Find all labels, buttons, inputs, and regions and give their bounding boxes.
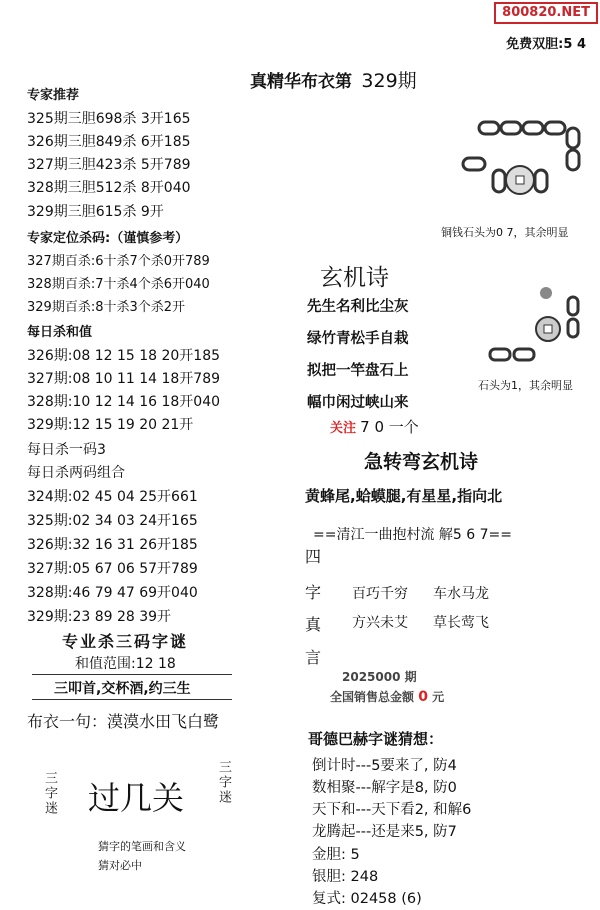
follow-prefix: 关注 xyxy=(330,421,357,436)
coin-chain-image xyxy=(455,108,595,218)
turn-line: 黄蜂尾,蛤蟆腿,有星星,指向北 xyxy=(305,487,503,505)
coin-caption: 铜钱石头为0 7，其余明显 xyxy=(441,226,569,239)
idiom: 草长莺飞 xyxy=(433,615,489,631)
sales-prefix: 全国销售总金额 xyxy=(330,690,415,704)
three-char-label-left: 三字迷 xyxy=(42,771,57,816)
expert-item: 326期三胆849杀 6开185 xyxy=(27,134,191,150)
page-title xyxy=(250,66,417,93)
divider xyxy=(32,699,232,700)
daily-two-heading: 每日杀两码组合 xyxy=(27,465,125,481)
title-issue: 329期 xyxy=(361,70,417,92)
expert-item: 328期三胆512杀 8开040 xyxy=(27,180,191,196)
three-char-label-right: 三字迷 xyxy=(216,760,231,805)
daily-sum-item: 327期:08 10 11 14 18开789 xyxy=(27,371,221,387)
chain-link-icon xyxy=(545,122,565,134)
position-kill-item: 329期百杀:8十杀3个杀2开 xyxy=(27,300,186,315)
site-badge[interactable]: 800820.NET xyxy=(494,2,598,24)
chain-link-icon xyxy=(479,122,499,134)
divider xyxy=(32,674,232,675)
multi-pick: 复式: 02458 (6) xyxy=(312,891,422,907)
daily-two-item: 329期:23 89 28 39开 xyxy=(27,609,172,625)
follow-note xyxy=(330,416,419,437)
chain-link-icon xyxy=(501,122,521,134)
daily-two-item: 324期:02 45 04 25开661 xyxy=(27,489,198,505)
position-kill-heading: 专家定位杀码:（谨慎参考） xyxy=(27,231,189,246)
buyi-sentence: 布衣一句：漠漠水田飞白鹭 xyxy=(27,712,220,731)
daily-two-item: 325期:02 34 03 24开165 xyxy=(27,513,198,529)
goldbach-item: 天下和---天下看2, 和解6 xyxy=(312,802,472,818)
daily-sum-item: 326期:08 12 15 18 20开185 xyxy=(27,348,221,364)
xuanji-heading: 玄机诗 xyxy=(320,265,389,291)
expert-item: 325期三胆698杀 3开165 xyxy=(27,111,191,127)
daily-sum-heading: 每日杀和值 xyxy=(27,325,93,340)
title-text: 真精华布衣第 xyxy=(250,72,352,92)
daily-kill-one: 每日杀一码3 xyxy=(27,442,106,458)
chain-link-icon xyxy=(463,158,485,170)
goldbach-item: 数相聚---解字是8, 防0 xyxy=(312,780,457,796)
four-char-vertical: 言 xyxy=(305,648,322,667)
daily-sum-item: 328期:10 12 14 16 18开040 xyxy=(27,394,221,410)
turn-clue: ==清江一曲抱村流 解5 6 7== xyxy=(313,527,512,543)
sales-total xyxy=(330,688,444,705)
goldbach-heading: 哥德巴赫字谜猜想： xyxy=(308,730,444,748)
daily-two-item: 327期:05 67 06 57开789 xyxy=(27,561,198,577)
idiom: 车水马龙 xyxy=(433,586,489,602)
position-kill-item: 327期百杀:6十杀7个杀0开789 xyxy=(27,254,210,269)
chain-link-icon xyxy=(567,128,579,148)
sales-suffix: 元 xyxy=(432,690,445,704)
stone-icon xyxy=(540,287,552,299)
free-double: 免费双胆:5 4 xyxy=(506,37,586,52)
expert-heading: 专家推荐 xyxy=(27,88,80,103)
turn-heading: 急转弯玄机诗 xyxy=(364,451,479,473)
poem-line: 先生名利比尘灰 xyxy=(307,299,409,315)
daily-two-item: 328期:46 79 47 69开040 xyxy=(27,585,198,601)
four-char-vertical: 真 xyxy=(305,615,322,634)
gold-pick: 金胆: 5 xyxy=(312,847,360,863)
chain-link-icon xyxy=(567,150,579,170)
chain-link-icon xyxy=(523,122,543,134)
daily-sum-item: 329期:12 15 19 20 21开 xyxy=(27,417,194,433)
stone-chain-image xyxy=(480,283,590,371)
follow-suffix: 7 0 一个 xyxy=(360,418,419,436)
pro-riddle-range: 和值范围:12 18 xyxy=(75,656,176,672)
idiom: 方兴未艾 xyxy=(352,615,408,631)
pro-riddle-heading: 专业杀三码字谜 xyxy=(62,632,189,651)
four-char-vertical: 四 xyxy=(305,547,322,566)
four-char-vertical: 字 xyxy=(305,583,322,602)
sales-issue: 2025000 期 xyxy=(342,670,417,684)
pro-riddle-text: 三叩首,交杯酒,约三生 xyxy=(54,681,191,697)
poem-line: 幅巾闲过峡山来 xyxy=(307,395,409,411)
silver-pick: 银胆: 248 xyxy=(312,869,379,885)
stone-caption: 石头为1，其余明显 xyxy=(478,379,573,392)
poem-line: 拟把一竿盘石上 xyxy=(307,363,409,379)
goldbach-item: 倒计时---5要来了, 防4 xyxy=(312,758,457,774)
idiom: 百巧千穷 xyxy=(352,586,408,602)
three-char-hint: 猜字的笔画和含义 xyxy=(98,840,186,853)
daily-two-item: 326期:32 16 31 26开185 xyxy=(27,537,198,553)
chain-link-icon xyxy=(493,170,505,192)
expert-item: 327期三胆423杀 5开789 xyxy=(27,157,191,173)
chain-link-icon xyxy=(535,170,547,192)
poem-line: 绿竹青松手自栽 xyxy=(307,331,409,347)
sales-amount: 0 xyxy=(418,689,428,705)
three-char-hint: 猜对必中 xyxy=(98,859,142,872)
position-kill-item: 328期百杀:7十杀4个杀6开040 xyxy=(27,277,210,292)
three-char-answer: 过几关 xyxy=(88,779,185,817)
goldbach-item: 龙腾起---还是来5, 防7 xyxy=(312,824,457,840)
expert-item: 329期三胆615杀 9开 xyxy=(27,204,164,220)
